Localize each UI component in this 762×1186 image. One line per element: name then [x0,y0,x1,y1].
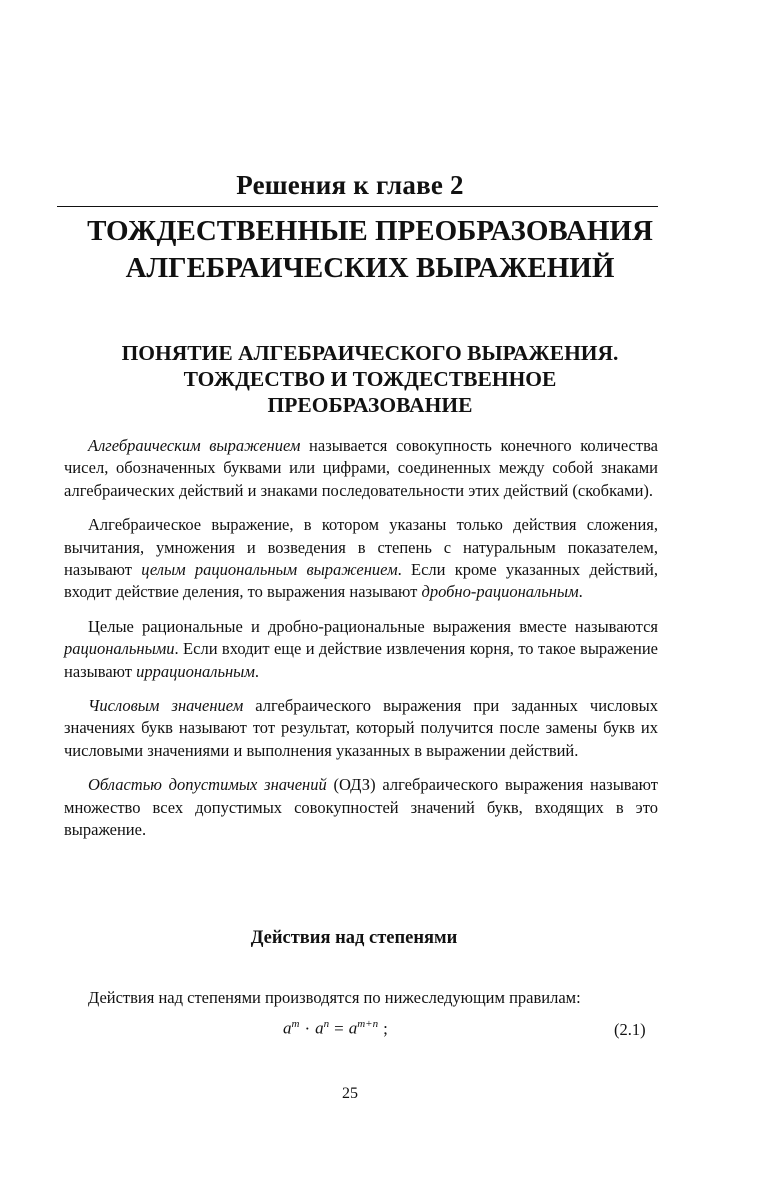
section-title-line-2: ТОЖДЕСТВО И ТОЖДЕСТВЕННОЕ [183,367,557,391]
formula-terminator: ; [383,1018,388,1038]
section-title-line-1: ПОНЯТИЕ АЛГЕБРАИЧЕСКОГО ВЫРАЖЕНИЯ. [121,341,619,365]
chapter-heading: Решения к главе 2 [236,170,464,200]
formula-base: a [283,1018,292,1038]
term: дробно-рациональным [421,582,579,602]
formula-base: a [315,1018,324,1038]
paragraph-numeric-value [64,695,658,762]
term: Алгебраическим выражением [88,436,301,455]
subsection-title: Действия над степенями [250,928,458,948]
term: целым рациональным выражением [141,560,398,580]
paragraph-text: . [578,582,583,602]
paragraph-text: алгебраического выражения при заданных числовых значениях букв называют тот результат, который получится после замены букв их числовыми значениями и выполнения указанных в выражении действий. [64,696,658,760]
term: иррациональным [136,661,255,681]
paragraph-domain [64,774,658,841]
formula-operator: = [334,1018,344,1038]
formula-number: (2.1) [614,1020,646,1039]
paragraph-text: Алгебраическое выражение, в котором указаны только действия сложения, вычитания, умножения и возведения в степень с натуральным показателем, называют [64,515,658,580]
paragraph-text: . Если кроме указанных действий, входит действие деления, то выражения называют [64,560,658,602]
main-title-line-2: АЛГЕБРАИЧЕСКИХ ВЫРАЖЕНИЙ [125,252,615,284]
rules-intro: Действия над степенями производятся по нижеследующим правилам: [88,988,581,1007]
term: Числовым значением [88,696,244,716]
main-title [40,213,700,287]
term: Областью допустимых значений [88,775,327,795]
body-text [64,435,658,854]
paragraph-text: (ОДЗ) алгебраического выражения называют множество всех допустимых совокупностей значений букв, входящих в это выражение. [64,775,658,840]
term: рациональными [64,639,175,659]
formula-exponent: n [323,1018,330,1030]
heading-rule [57,206,658,207]
formula-exponent: m+n [357,1018,379,1030]
section-title [40,340,700,418]
formula-operator: · [304,1018,311,1038]
paragraph-text: называется совокупность конечного количества чисел, обозначенных буквами или цифрами, соединенных между собой знаками алгебраических действий и знаками последовательности этих действий (скобками). [64,436,658,500]
formula-2-1 [283,1018,393,1039]
paragraph-text: . [254,661,260,681]
paragraph-irrational-expression [64,616,658,683]
section-title-line-3: ПРЕОБРАЗОВАНИЕ [267,393,473,417]
paragraph-text: . Если входит еще и действие извлечения корня, то такое выражение называют [64,639,658,681]
paragraph-text: Целые рациональные и дробно-рациональные выражения вместе называются [88,616,658,636]
formula-base: a [348,1018,358,1038]
paragraph-definition-algebraic-expression [64,435,658,502]
paragraph-rational-expression [64,514,658,604]
formula-exponent: m [291,1018,300,1030]
main-title-line-1: ТОЖДЕСТВЕННЫЕ ПРЕОБРАЗОВАНИЯ [87,215,653,247]
page-number: 25 [342,1085,358,1102]
